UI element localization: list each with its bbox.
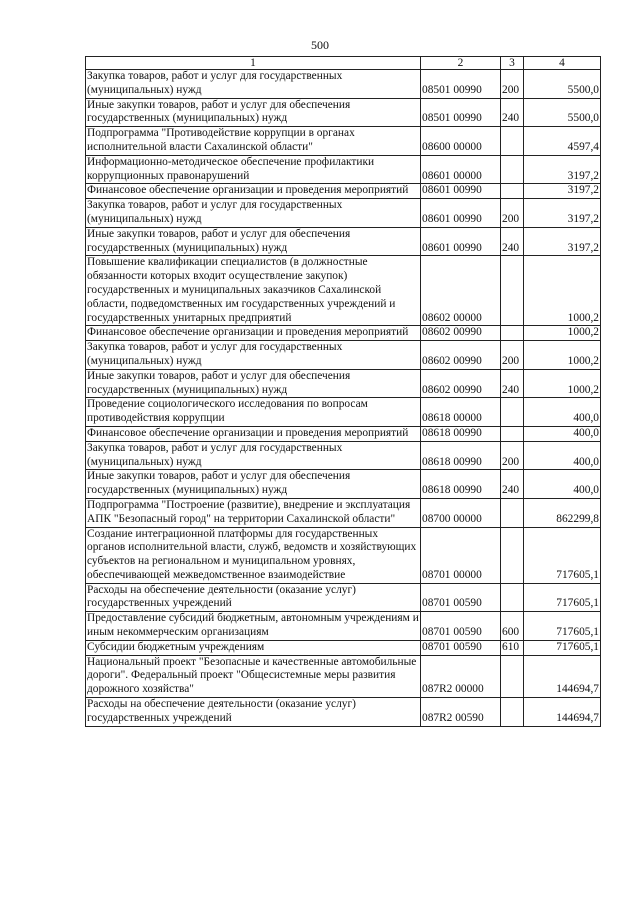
row-amount-cell: 400,0 xyxy=(524,441,601,470)
row-type-cell xyxy=(501,326,524,341)
table-row xyxy=(86,655,601,697)
table-row xyxy=(86,426,601,441)
row-code-cell: 08601 00000 xyxy=(421,155,501,184)
row-type-cell: 240 xyxy=(501,227,524,256)
row-amount-cell: 717605,1 xyxy=(524,583,601,612)
page-number: 500 xyxy=(311,38,329,52)
row-name-cell: Информационно-методическое обеспечение профилактики коррупционных правонарушений xyxy=(86,155,421,184)
row-amount-cell: 3197,2 xyxy=(524,227,601,256)
row-code-cell: 08602 00990 xyxy=(421,326,501,341)
table-row xyxy=(86,527,601,583)
row-code-cell: 08701 00590 xyxy=(421,640,501,655)
row-name-cell: Подпрограмма "Построение (развитие), внедрение и эксплуатация АПК "Безопасный город" на территории Сахалинской области" xyxy=(86,498,421,527)
row-name-cell: Субсидии бюджетным учреждениям xyxy=(86,640,421,655)
row-name-cell: Финансовое обеспечение организации и проведения мероприятий xyxy=(86,426,421,441)
row-name-cell: Закупка товаров, работ и услуг для государственных (муниципальных) нужд xyxy=(86,441,421,470)
table-row xyxy=(86,441,601,470)
row-amount-cell: 1000,2 xyxy=(524,341,601,370)
row-type-cell: 200 xyxy=(501,341,524,370)
table-row xyxy=(86,98,601,127)
row-code-cell: 08602 00000 xyxy=(421,256,501,326)
row-type-cell xyxy=(501,426,524,441)
budget-table-body xyxy=(86,57,601,727)
row-name-cell: Иные закупки товаров, работ и услуг для обеспечения государственных (муниципальных) нужд xyxy=(86,98,421,127)
row-amount-cell: 1000,2 xyxy=(524,256,601,326)
row-name-cell: Национальный проект "Безопасные и качественные автомобильные дороги". Федеральный проект "Общесистемные меры развития дорожного хозяйства" xyxy=(86,655,421,697)
row-amount-cell: 400,0 xyxy=(524,398,601,427)
row-amount-cell: 5500,0 xyxy=(524,70,601,99)
row-code-cell: 08618 00990 xyxy=(421,470,501,499)
row-amount-cell: 1000,2 xyxy=(524,326,601,341)
row-type-cell: 240 xyxy=(501,98,524,127)
header-col-1: 1 xyxy=(86,57,421,70)
table-row xyxy=(86,498,601,527)
row-type-cell: 200 xyxy=(501,70,524,99)
table-row xyxy=(86,698,601,727)
row-type-cell xyxy=(501,256,524,326)
table-row xyxy=(86,70,601,99)
table-row xyxy=(86,470,601,499)
row-type-cell xyxy=(501,583,524,612)
row-code-cell: 08700 00000 xyxy=(421,498,501,527)
header-col-3: 3 xyxy=(501,57,524,70)
row-amount-cell: 717605,1 xyxy=(524,640,601,655)
table-row xyxy=(86,127,601,156)
table-row xyxy=(86,256,601,326)
table-header-row xyxy=(86,57,601,70)
row-name-cell: Создание интеграционной платформы для государственных органов исполнительной власти, служб, ведомств и хозяйствующих субъектов на региональном и муниципальном уровнях, обеспечивающей межведомственное взаимодействие xyxy=(86,527,421,583)
row-name-cell: Подпрограмма "Противодействие коррупции в органах исполнительной власти Сахалинской области" xyxy=(86,127,421,156)
row-type-cell: 600 xyxy=(501,612,524,641)
row-code-cell: 08701 00000 xyxy=(421,527,501,583)
row-name-cell: Проведение социологического исследования по вопросам противодействия коррупции xyxy=(86,398,421,427)
row-name-cell: Расходы на обеспечение деятельности (оказание услуг) государственных учреждений xyxy=(86,698,421,727)
budget-table xyxy=(85,56,601,727)
row-amount-cell: 3197,2 xyxy=(524,155,601,184)
row-name-cell: Финансовое обеспечение организации и проведения мероприятий xyxy=(86,184,421,199)
row-name-cell: Иные закупки товаров, работ и услуг для обеспечения государственных (муниципальных) нужд xyxy=(86,470,421,499)
row-code-cell: 08601 00990 xyxy=(421,184,501,199)
header-col-2: 2 xyxy=(421,57,501,70)
row-code-cell: 08701 00590 xyxy=(421,583,501,612)
row-code-cell: 08602 00990 xyxy=(421,341,501,370)
row-type-cell xyxy=(501,527,524,583)
row-amount-cell: 144694,7 xyxy=(524,655,601,697)
row-amount-cell: 3197,2 xyxy=(524,199,601,228)
row-code-cell: 08701 00590 xyxy=(421,612,501,641)
table-row xyxy=(86,583,601,612)
row-amount-cell: 400,0 xyxy=(524,470,601,499)
row-type-cell: 200 xyxy=(501,199,524,228)
table-row xyxy=(86,326,601,341)
row-type-cell xyxy=(501,398,524,427)
row-code-cell: 087R2 00000 xyxy=(421,655,501,697)
row-code-cell: 08618 00990 xyxy=(421,426,501,441)
row-name-cell: Расходы на обеспечение деятельности (оказание услуг) государственных учреждений xyxy=(86,583,421,612)
table-row xyxy=(86,227,601,256)
row-type-cell xyxy=(501,184,524,199)
row-amount-cell: 862299,8 xyxy=(524,498,601,527)
table-row xyxy=(86,398,601,427)
row-type-cell: 240 xyxy=(501,470,524,499)
row-code-cell: 08601 00990 xyxy=(421,227,501,256)
row-code-cell: 08501 00990 xyxy=(421,98,501,127)
table-row xyxy=(86,369,601,398)
row-amount-cell: 3197,2 xyxy=(524,184,601,199)
row-type-cell xyxy=(501,498,524,527)
table-row xyxy=(86,155,601,184)
row-amount-cell: 400,0 xyxy=(524,426,601,441)
row-type-cell: 610 xyxy=(501,640,524,655)
row-type-cell xyxy=(501,655,524,697)
row-type-cell xyxy=(501,155,524,184)
row-name-cell: Предоставление субсидий бюджетным, автономным учреждениям и иным некоммерческим организациям xyxy=(86,612,421,641)
row-name-cell: Закупка товаров, работ и услуг для государственных (муниципальных) нужд xyxy=(86,341,421,370)
row-code-cell: 08618 00990 xyxy=(421,441,501,470)
row-code-cell: 08501 00990 xyxy=(421,70,501,99)
row-amount-cell: 144694,7 xyxy=(524,698,601,727)
header-col-4: 4 xyxy=(524,57,601,70)
row-amount-cell: 717605,1 xyxy=(524,612,601,641)
row-type-cell: 200 xyxy=(501,441,524,470)
row-code-cell: 08602 00990 xyxy=(421,369,501,398)
row-code-cell: 08601 00990 xyxy=(421,199,501,228)
row-type-cell: 240 xyxy=(501,369,524,398)
row-code-cell: 08618 00000 xyxy=(421,398,501,427)
row-name-cell: Иные закупки товаров, работ и услуг для обеспечения государственных (муниципальных) нужд xyxy=(86,369,421,398)
row-amount-cell: 5500,0 xyxy=(524,98,601,127)
table-row xyxy=(86,612,601,641)
row-name-cell: Закупка товаров, работ и услуг для государственных (муниципальных) нужд xyxy=(86,70,421,99)
row-name-cell: Иные закупки товаров, работ и услуг для обеспечения государственных (муниципальных) нужд xyxy=(86,227,421,256)
row-name-cell: Финансовое обеспечение организации и проведения мероприятий xyxy=(86,326,421,341)
row-name-cell: Повышение квалификации специалистов (в должностные обязанности которых входит осуществление закупок) государственных и муниципальных заказчиков Сахалинской области, подведомственных им государственных учреждений и государственных унитарных предприятий xyxy=(86,256,421,326)
row-code-cell: 087R2 00590 xyxy=(421,698,501,727)
row-amount-cell: 4597,4 xyxy=(524,127,601,156)
row-type-cell xyxy=(501,127,524,156)
row-code-cell: 08600 00000 xyxy=(421,127,501,156)
row-amount-cell: 717605,1 xyxy=(524,527,601,583)
table-row xyxy=(86,640,601,655)
row-type-cell xyxy=(501,698,524,727)
row-amount-cell: 1000,2 xyxy=(524,369,601,398)
table-row xyxy=(86,199,601,228)
table-row xyxy=(86,341,601,370)
table-row xyxy=(86,184,601,199)
row-name-cell: Закупка товаров, работ и услуг для государственных (муниципальных) нужд xyxy=(86,199,421,228)
